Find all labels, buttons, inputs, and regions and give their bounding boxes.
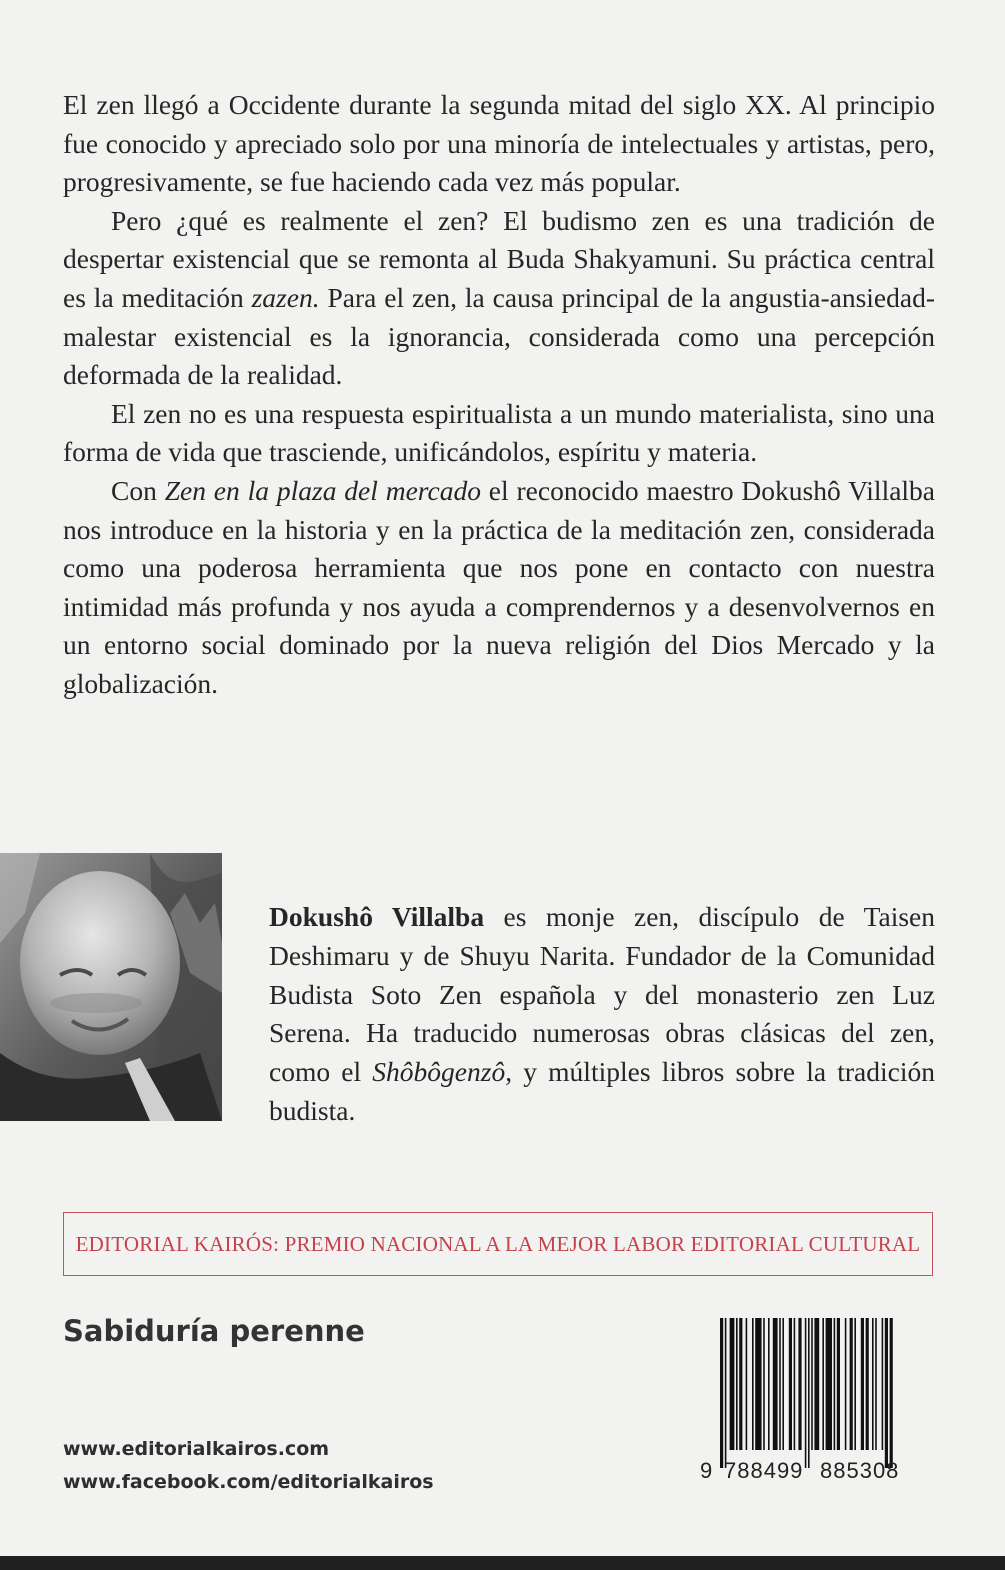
italic-text: Zen en la plaza del mercado: [164, 474, 481, 506]
barcode-bar: [890, 1318, 893, 1468]
barcode-bar: [854, 1318, 856, 1450]
page-bottom-edge: [0, 1556, 1005, 1570]
paragraph-text: Con: [111, 474, 165, 506]
barcode-bar: [720, 1318, 723, 1468]
barcode-bar: [826, 1318, 832, 1450]
barcode-bars: [720, 1318, 925, 1468]
barcode-bar: [845, 1318, 847, 1450]
barcode-bar: [872, 1318, 874, 1450]
barcode-bar: [752, 1318, 754, 1450]
barcode-bar: [866, 1318, 869, 1450]
author-bio: [269, 898, 935, 1131]
barcode-bar: [875, 1318, 877, 1450]
barcode-bar: [746, 1318, 748, 1450]
barcode-bar: [730, 1318, 735, 1450]
isbn-right-group: 885308: [820, 1458, 900, 1483]
collection-name: Sabiduría perenne: [63, 1314, 365, 1348]
barcode-bar: [798, 1318, 801, 1450]
blurb-paragraph: [63, 395, 935, 472]
barcode-bar: [782, 1318, 784, 1450]
paragraph-text: El zen llegó a Occidente durante la segunda mitad del siglo XX. Al principio fue conocido y apreciado solo por una minoría de intelectuales y artistas, pero, progresivamente, se fue haciendo cada vez más popular.: [63, 89, 935, 198]
barcode-bar: [808, 1318, 810, 1468]
barcode-bar: [837, 1318, 840, 1450]
barcode-bar: [885, 1318, 888, 1468]
author-photo: [0, 853, 222, 1121]
paragraph-text: Pero ¿qué es realmente el zen? El budismo zen es una tradición de despertar existencial que se remonta al Buda Shakyamuni. Su práctica central es la meditación: [63, 204, 935, 313]
barcode-bar: [850, 1318, 853, 1450]
publisher-links: [63, 1433, 434, 1499]
barcode-bar: [794, 1318, 796, 1450]
isbn-prefix-digit: 9: [700, 1458, 714, 1483]
award-banner: [63, 1212, 933, 1276]
barcode-bar: [789, 1318, 792, 1450]
barcode-bar: [763, 1318, 765, 1450]
paragraph-text: El zen no es una respuesta espiritualista a un mundo materialista, sino una forma de vida que trasciende, unificándolos, espíritu y materia.: [63, 397, 935, 468]
author-name: Dokushô Villalba: [269, 901, 485, 932]
facebook-link[interactable]: www.facebook.com/editorialkairos: [63, 1471, 434, 1493]
paragraph-text: Para el zen, la causa principal de la angustia-ansiedad-malestar existencial es la ignorancia, considerada como una percepción deformada de la realidad.: [63, 281, 935, 391]
paragraph-text: el reconocido maestro Dokushô Villalba nos introduce en la historia y en la práctica de la meditación zen, considerada como una poderosa herramienta que nos pone en contacto con nuestra intimidad más profunda y nos ayuda a comprendernos y a desenvolvernos en un entorno social dominado por la nueva religión del Dios Mercado y la globalización.: [63, 474, 936, 699]
work-title: Shôbôgenzô: [372, 1056, 506, 1088]
award-text: EDITORIAL KAIRÓS: PREMIO NACIONAL A LA MEJOR LABOR EDITORIAL CULTURAL: [75, 1231, 921, 1256]
author-bio-paragraph: [269, 898, 935, 1131]
author-portrait-image: [0, 853, 222, 1121]
barcode-bar: [814, 1318, 819, 1450]
isbn-barcode: [700, 1318, 928, 1490]
barcode-bar: [739, 1318, 742, 1450]
barcode-bar: [736, 1318, 738, 1450]
barcode-bar: [834, 1318, 836, 1450]
blurb-paragraph: [63, 86, 935, 202]
barcode-bar: [805, 1318, 807, 1468]
barcode-bar: [768, 1318, 770, 1450]
blurb-paragraph: [63, 472, 935, 704]
author-bio-text-end: , y múltiples libros sobre la tradición budista.: [269, 1056, 935, 1126]
blurb-paragraph: [63, 202, 935, 395]
website-link[interactable]: www.editorialkairos.com: [63, 1438, 330, 1460]
barcode-bar: [861, 1318, 864, 1450]
barcode-bar: [811, 1318, 813, 1450]
barcode-bar: [725, 1318, 727, 1468]
barcode-bar: [779, 1318, 781, 1450]
barcode-bar: [822, 1318, 824, 1450]
isbn-left-group: 788499: [724, 1458, 804, 1483]
barcode-bar: [882, 1318, 884, 1450]
barcode-bar: [755, 1318, 761, 1450]
blurb-text: [63, 86, 935, 704]
author-bio-text: es monje zen, discípulo de Taisen Deshimaru y de Shuyu Narita. Fundador de la Comunidad Budista Soto Zen española y del monasterio zen Luz Serena. Ha traducido numerosas obras clásicas del zen, como el: [269, 901, 935, 1088]
italic-text: zazen.: [251, 281, 320, 313]
barcode-bar: [773, 1318, 778, 1450]
